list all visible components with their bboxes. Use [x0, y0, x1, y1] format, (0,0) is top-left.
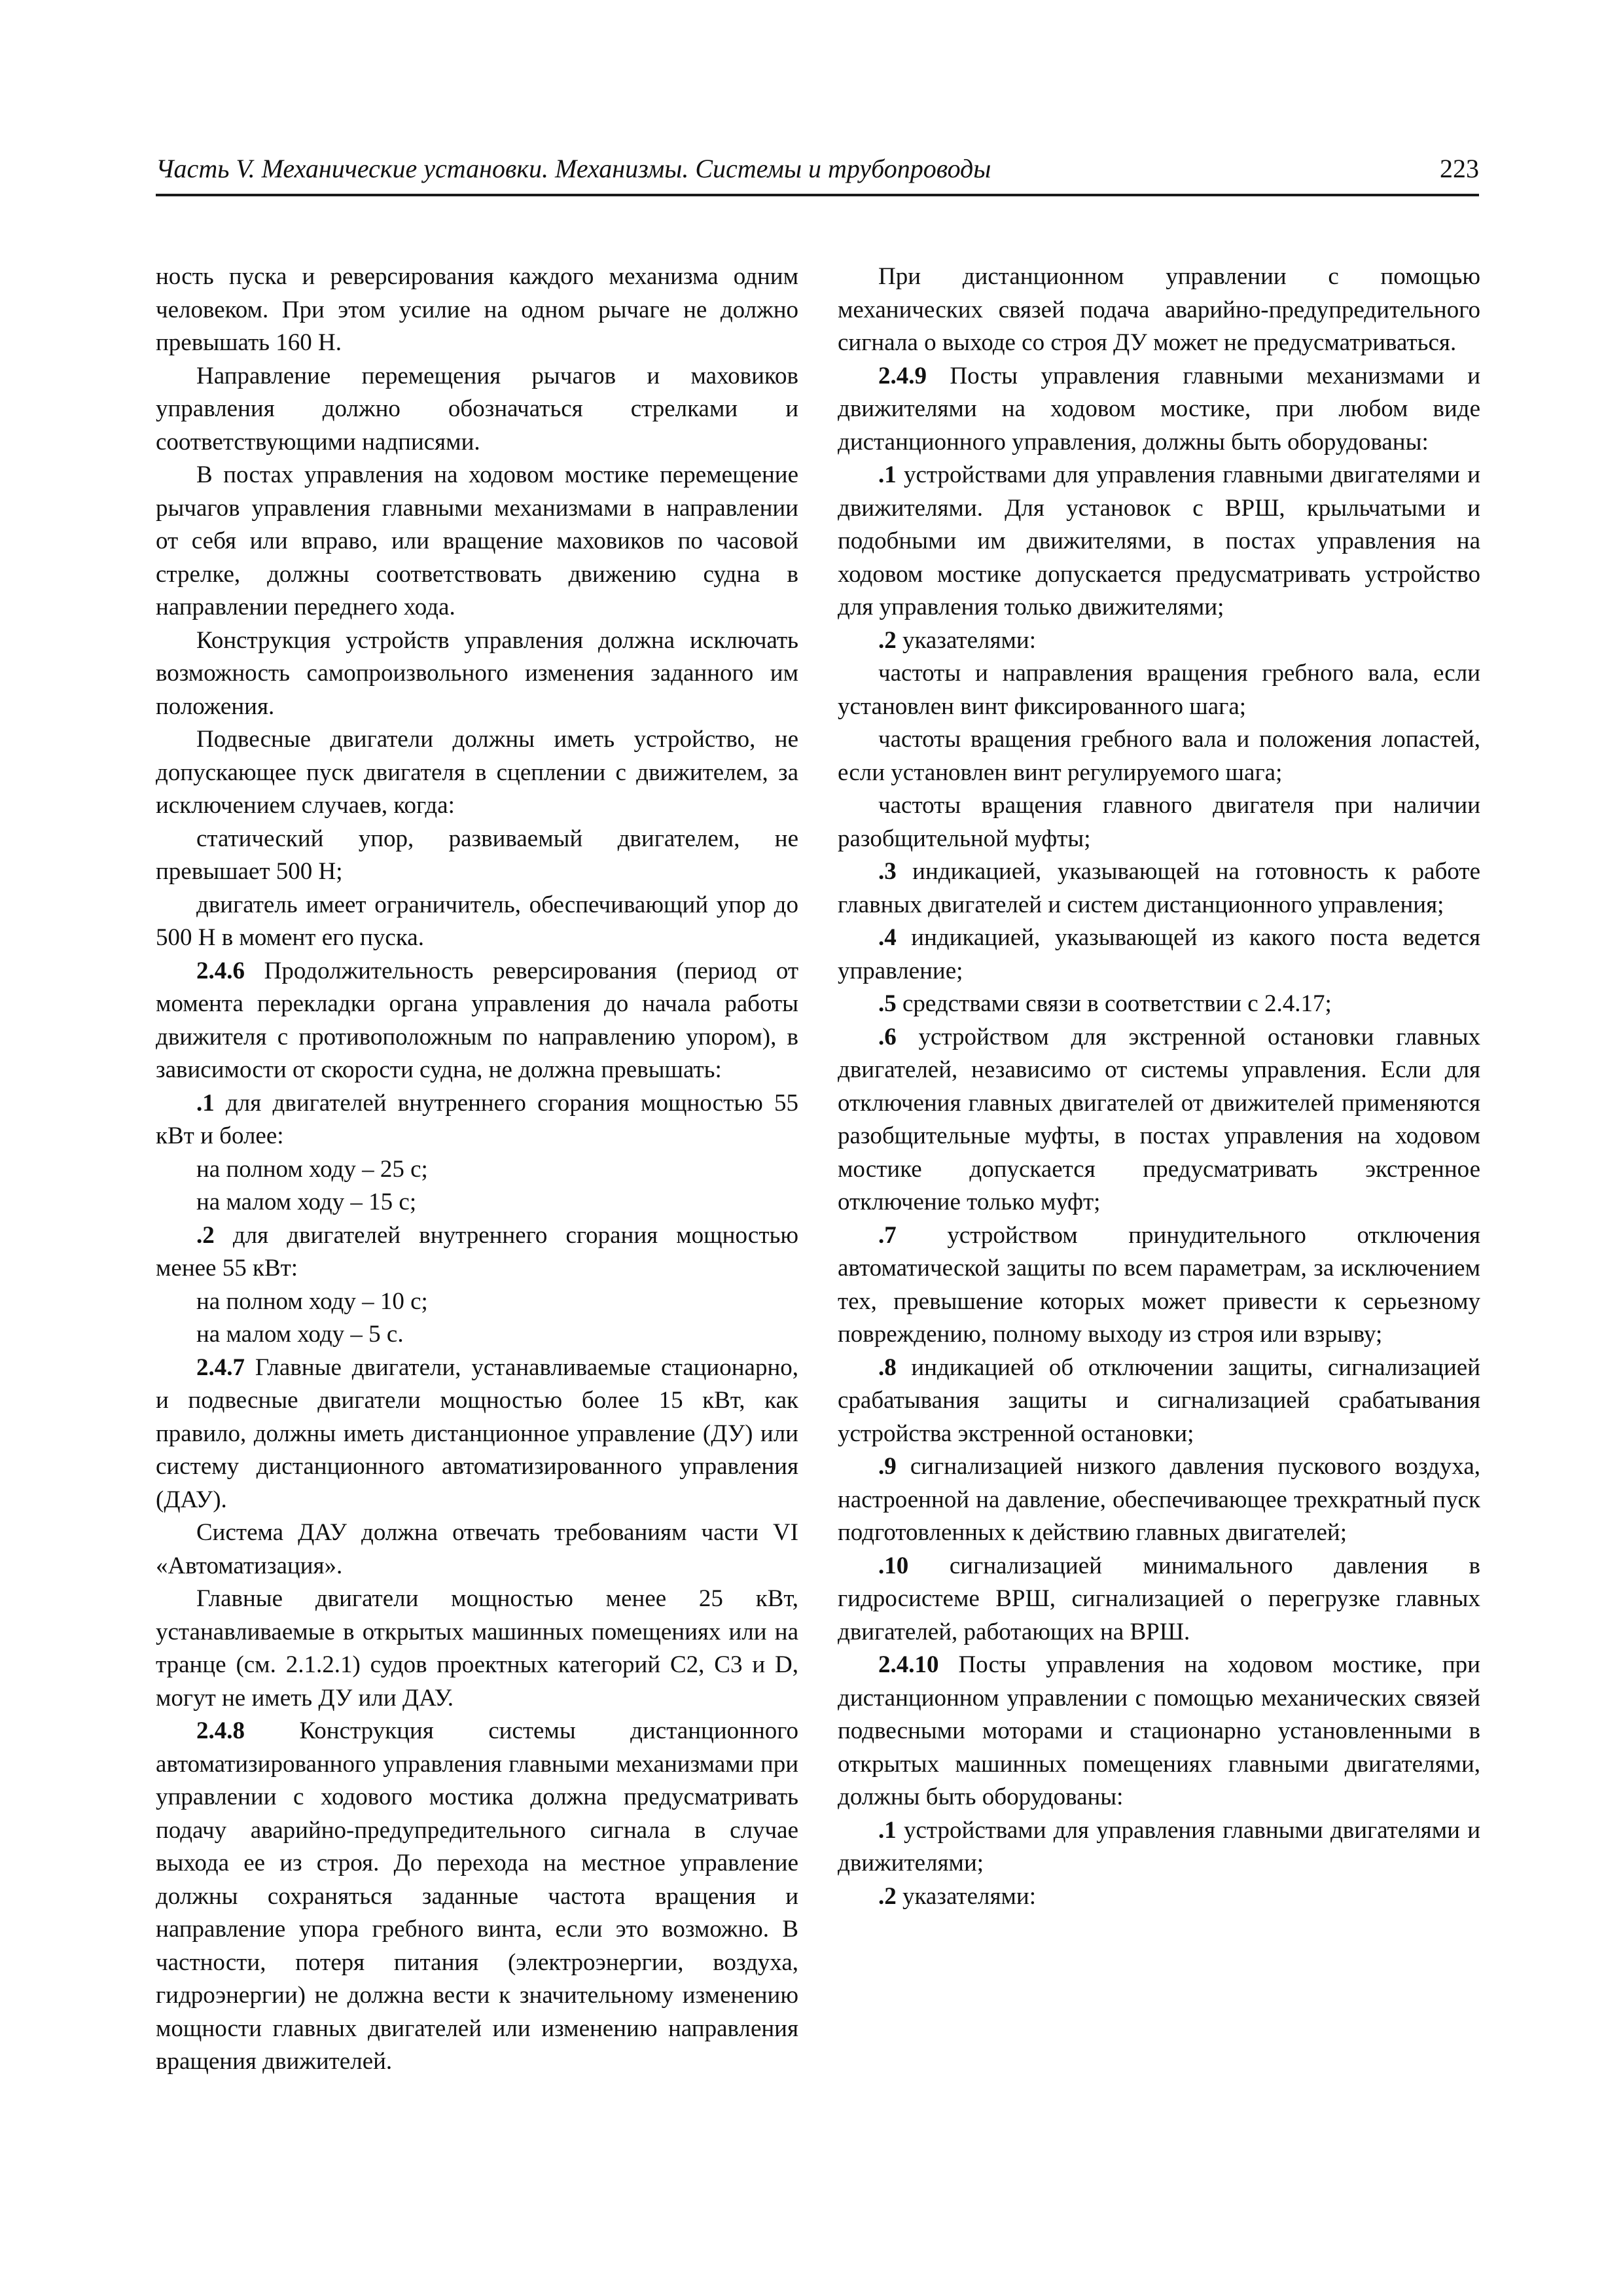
list-item: .1 устройствами для управления главными двигателями и движителями; — [838, 1816, 1480, 1876]
left-column — [156, 260, 798, 2079]
list-item: .10 сигнализацией минимального давления в гидросистеме ВРШ, сигнализацией о перегрузке главных двигателей, работающих на ВРШ. — [838, 1552, 1481, 1645]
list-item: .5 средствами связи в соответствии с 2.4.17; — [878, 990, 1332, 1017]
section-2-4-7: 2.4.7 Главные двигатели, устанавливаемые стационарно, и подвесные двигатели мощностью более 15 кВт, как правило, должны иметь дистанционное управление (ДУ) или систему дистанционного автоматизированного управления (ДАУ). — [156, 1354, 798, 1513]
paragraph: двигатель имеет ограничитель, обеспечивающий упор до 500 Н в момент его пуска. — [156, 891, 798, 951]
list-item: .3 индикацией, указывающей на готовность к работе главных двигателей и систем дистанционного управления; — [838, 858, 1481, 918]
paragraph: Система ДАУ должна отвечать требованиям части VI «Автоматизация». — [156, 1519, 798, 1579]
list-item: .1 устройствами для управления главными двигателями и движителями. Для установок с ВРШ, крыльчатыми и подобными им движителями, в постах управления на ходовом мостике допускается предусматривать устройство для управления только движителями; — [838, 461, 1480, 620]
list-item: .1 для двигателей внутреннего сгорания мощностью 55 кВт и более: — [156, 1089, 798, 1149]
paragraph: частоты и направления вращения гребного вала, если установлен винт фиксированного шага; — [838, 660, 1480, 720]
section-2-4-10: 2.4.10 Посты управления на ходовом мостике, при дистанционном управлении с помощью механических связей подвесными моторами и стационарно установленными в открытых машинных помещениях главными двигателями, должны быть оборудованы: — [838, 1651, 1480, 1810]
list-item: .4 индикацией, указывающей из какого поста ведется управление; — [838, 924, 1481, 984]
paragraph: Подвесные двигатели должны иметь устройство, не допускающее пуск двигателя в сцеплении с движителем, за исключением случаев, когда: — [156, 726, 798, 819]
paragraph: При дистанционном управлении с помощью механических связей подача аварийно-предупредительного сигнала о выходе со строя ДУ может не предусматриваться. — [838, 263, 1480, 356]
paragraph: ность пуска и реверсирования каждого механизма одним человеком. При этом усилие на одном рычаге не должно превышать 160 Н. — [156, 263, 798, 356]
list-item: .6 устройством для экстренной остановки главных двигателей, независимо от системы управления. Если для отключения главных двигателей от движителей применяются разобщительные муфты, в постах управления на ходовом мостике допускается предусматривать экстренное отключение только муфт; — [838, 1023, 1480, 1215]
right-column — [838, 260, 1480, 1913]
section-2-4-9: 2.4.9 Посты управления главными механизмами и движителями на ходовом мостике, при любом виде дистанционного управления, должны быть оборудованы: — [838, 362, 1480, 456]
paragraph: частоты вращения главного двигателя при наличии разобщительной муфты; — [838, 792, 1480, 852]
list-item: .2 для двигателей внутреннего сгорания мощностью менее 55 кВт: — [156, 1221, 798, 1282]
paragraph: Главные двигатели мощностью менее 25 кВт, устанавливаемые в открытых машинных помещениях или на транце (см. 2.1.2.1) судов проектных категорий С2, С3 и D, могут не иметь ДУ или ДАУ. — [156, 1585, 798, 1712]
paragraph: на малом ходу – 5 с. — [196, 1321, 404, 1348]
paragraph: на малом ходу – 15 с; — [196, 1189, 417, 1215]
page-number: 223 — [1440, 154, 1479, 183]
section-2-4-6: 2.4.6 Продолжительность реверсирования (период от момента перекладки органа управления до начала работы движителя с противоположным по направлению упором), в зависимости от скорости судна, не должна превышать: — [156, 957, 798, 1083]
paragraph: на полном ходу – 10 с; — [196, 1287, 428, 1315]
page-header — [156, 149, 1479, 196]
list-item: .8 индикацией об отключении защиты, сигнализацией срабатывания защиты и сигнализацией срабатывания устройства экстренной остановки; — [838, 1354, 1481, 1447]
paragraph: статический упор, развиваемый двигателем, не превышает 500 Н; — [156, 825, 798, 885]
section-2-4-8: 2.4.8 Конструкция системы дистанционного автоматизированного управления главными механизмами при управлении с ходового мостика должна предусматривать подачу аварийно-предупредительного сигнала в случае выхода ее из строя. До перехода на местное управление должны сохраняться заданные частота вращения и направление упора гребного винта, если это возможно. В частности, потеря питания (электроэнергии, воздуха, гидроэнергии) не должна вести к значительному изменению мощности главных двигателей или изменению направления вращения движителей. — [156, 1717, 798, 2075]
paragraph: на полном ходу – 25 с; — [196, 1155, 428, 1183]
list-item: .9 сигнализацией низкого давления пускового воздуха, настроенной на давление, обеспечивающее трехкратный пуск подготовленных к действию главных двигателей; — [838, 1453, 1480, 1546]
paragraph: частоты вращения гребного вала и положения лопастей, если установлен винт регулируемого шага; — [838, 726, 1480, 786]
list-item: .2 указателями: — [878, 626, 1036, 654]
paragraph: Конструкция устройств управления должна исключать возможность самопроизвольного изменения заданного им положения. — [156, 626, 798, 720]
paragraph: В постах управления на ходовом мостике перемещение рычагов управления главными механизмами в направлении от себя или вправо, или вращение маховиков по часовой стрелке, должны соответствовать движению судна в направлении переднего хода. — [156, 461, 798, 620]
paragraph: Направление перемещения рычагов и маховиков управления должно обозначаться стрелками и соответствующими надписями. — [156, 362, 798, 456]
list-item: .2 указателями: — [878, 1882, 1036, 1910]
list-item: .7 устройством принудительного отключения автоматической защиты по всем параметрам, за исключением тех, превышение которых может привести к серьезному повреждению, полному выходу из строя или взрыву; — [838, 1221, 1480, 1348]
running-title: Часть V. Механические установки. Механизмы. Системы и трубопроводы — [156, 154, 991, 183]
